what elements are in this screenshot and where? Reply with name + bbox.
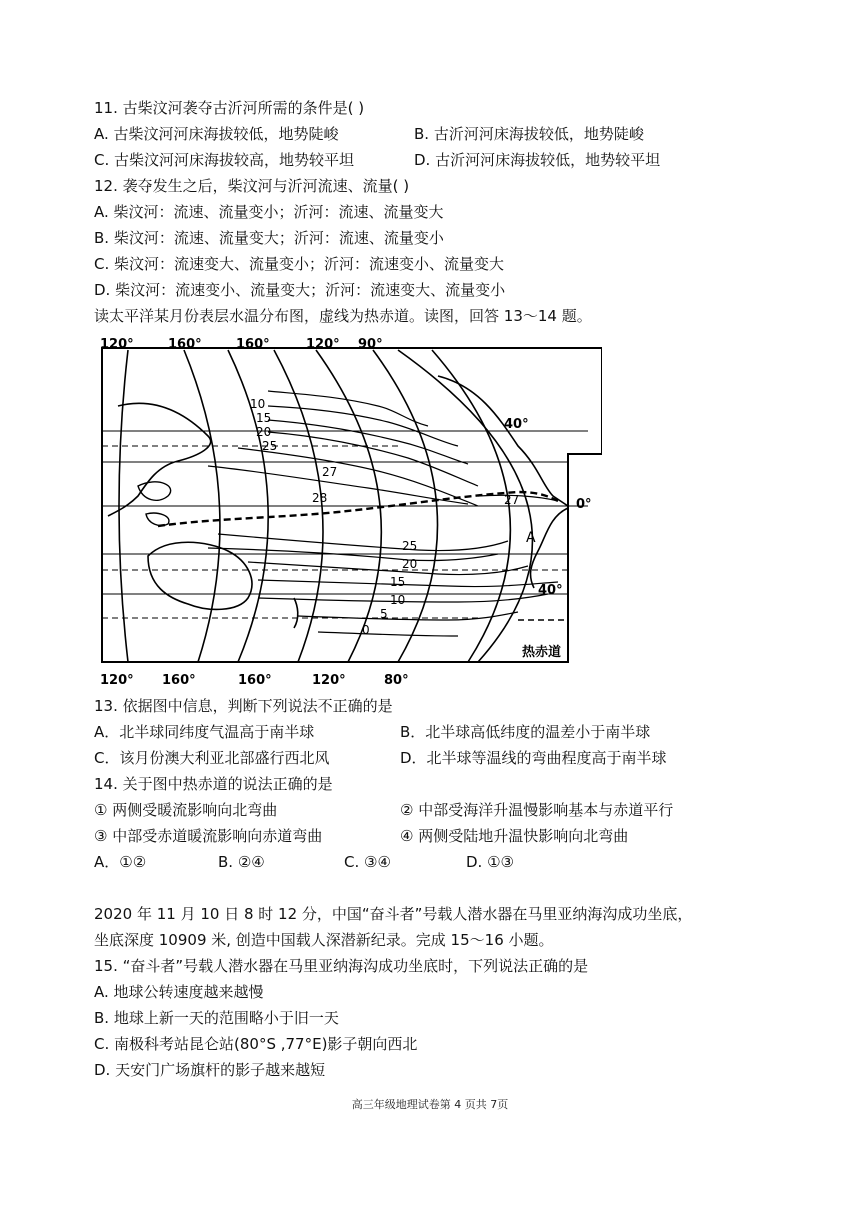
top-lon-label: 120° bbox=[306, 337, 340, 352]
isotherm-label: 25 bbox=[262, 439, 278, 453]
legend bbox=[518, 620, 568, 660]
q11-option-b: B. 古沂河河床海拔较低，地势陡峻 bbox=[414, 125, 644, 143]
isotherm-label: 5 bbox=[380, 607, 388, 621]
isotherm-label: 15 bbox=[256, 411, 272, 425]
q12-option-b: B. 柴汶河：流速、流量变大；沂河：流速、流量变小 bbox=[94, 229, 444, 247]
asia-coast bbox=[108, 403, 211, 516]
lat-label: 40° bbox=[504, 417, 529, 432]
q12-option-a: A. 柴汶河：流速、流量变小；沂河：流速、流量变大 bbox=[94, 203, 444, 221]
top-lon-label: 160° bbox=[236, 337, 270, 352]
isotherm-label: 20 bbox=[256, 425, 272, 439]
q14-statement-3: ③ 中部受赤道暖流影响向赤道弯曲 bbox=[94, 827, 323, 845]
isotherm-label: 20 bbox=[402, 557, 418, 571]
isotherm-label: 10 bbox=[250, 397, 266, 411]
australia bbox=[148, 542, 252, 609]
isotherm-label: 28 bbox=[312, 491, 328, 505]
q15-option-b: B. 地球上新一天的范围略小于旧一天 bbox=[94, 1009, 339, 1027]
isotherm-label: 27 bbox=[504, 493, 520, 507]
top-lon-label: 120° bbox=[100, 337, 134, 352]
top-lon-label: 90° bbox=[358, 337, 383, 352]
intro-15-16-line2: 坐底深度 10909 米, 创造中国载人深潜新纪录。完成 15～16 小题。 bbox=[94, 931, 554, 949]
q15-option-a: A. 地球公转速度越来越慢 bbox=[94, 983, 264, 1001]
q14-stem: 14. 关于图中热赤道的说法正确的是 bbox=[94, 775, 333, 793]
q15-option-d: D. 天安门广场旗杆的影子越来越短 bbox=[94, 1061, 326, 1079]
lat-label: 40° bbox=[538, 583, 563, 598]
q14-option-b: B. ②④ bbox=[218, 853, 265, 871]
bottom-lon-label: 160° bbox=[162, 673, 196, 688]
isotherm-label: 10 bbox=[390, 593, 406, 607]
bottom-lon-label: 80° bbox=[384, 673, 409, 688]
point-a-label: A bbox=[526, 530, 536, 546]
top-lon-label: 160° bbox=[168, 337, 202, 352]
q14-statement-2: ② 中部受海洋升温慢影响基本与赤道平行 bbox=[400, 801, 674, 819]
q15-stem: 15. “奋斗者”号载人潜水器在马里亚纳海沟成功坐底时，下列说法正确的是 bbox=[94, 957, 589, 975]
bottom-lon-label: 160° bbox=[238, 673, 272, 688]
pacific-sea-temperature-map bbox=[98, 336, 602, 688]
q14-statement-1: ① 两侧受暖流影响向北弯曲 bbox=[94, 801, 278, 819]
north-america-coast bbox=[438, 376, 568, 506]
q15-option-c: C. 南极科考站昆仑站(80°S ,77°E)影子朝向西北 bbox=[94, 1035, 418, 1053]
q13-option-c: C．该月份澳大利亚北部盛行西北风 bbox=[94, 749, 330, 767]
q14-statement-4: ④ 两侧受陆地升温快影响向北弯曲 bbox=[400, 827, 629, 845]
q13-option-a: A．北半球同纬度气温高于南半球 bbox=[94, 723, 315, 741]
bottom-lon-label: 120° bbox=[100, 673, 134, 688]
q12-option-d: D. 柴汶河：流速变小、流量变大；沂河：流速变大、流量变小 bbox=[94, 281, 506, 299]
intro-13-14: 读太平洋某月份表层水温分布图，虚线为热赤道。读图，回答 13～14 题。 bbox=[94, 307, 592, 325]
isotherm-label: 27 bbox=[322, 465, 338, 479]
legend-label: 热赤道 bbox=[522, 645, 562, 660]
q11-option-d: D. 古沂河河床海拔较低，地势较平坦 bbox=[414, 151, 661, 169]
south-america-coast bbox=[531, 508, 568, 588]
thermal-equator-line bbox=[158, 492, 558, 526]
q12-option-c: C. 柴汶河：流速变大、流量变小；沂河：流速变小、流量变大 bbox=[94, 255, 505, 273]
q11-option-a: A. 古柴汶河河床海拔较低，地势陡峻 bbox=[94, 125, 339, 143]
isotherm-label: 0 bbox=[362, 623, 370, 637]
q13-option-d: D．北半球等温线的弯曲程度高于南半球 bbox=[400, 749, 667, 767]
lat-label: 0° bbox=[576, 497, 592, 512]
q11-stem: 11. 古柴汶河袭夺古沂河所需的条件是( ) bbox=[94, 99, 365, 117]
q11-option-c: C. 古柴汶河河床海拔较高，地势较平坦 bbox=[94, 151, 355, 169]
q14-option-d: D. ①③ bbox=[466, 853, 514, 871]
isotherm-label: 15 bbox=[390, 575, 406, 589]
isotherm-label: 25 bbox=[402, 539, 418, 553]
bottom-lon-label: 120° bbox=[312, 673, 346, 688]
q13-option-b: B．北半球高低纬度的温差小于南半球 bbox=[400, 723, 651, 741]
q14-option-c: C. ③④ bbox=[344, 853, 391, 871]
q13-stem: 13. 依据图中信息，判断下列说法不正确的是 bbox=[94, 697, 393, 715]
intro-15-16-line1: 2020 年 11 月 10 日 8 时 12 分，中国“奋斗者”号载人潜水器在马里亚纳海沟成功坐底， bbox=[94, 905, 693, 923]
q12-stem: 12. 袭夺发生之后，柴汶河与沂河流速、流量( ) bbox=[94, 177, 410, 195]
q14-option-a: A．①② bbox=[94, 853, 147, 871]
page-footer: 高三年级地理试卷第 4 页共 7页 bbox=[351, 1098, 509, 1111]
